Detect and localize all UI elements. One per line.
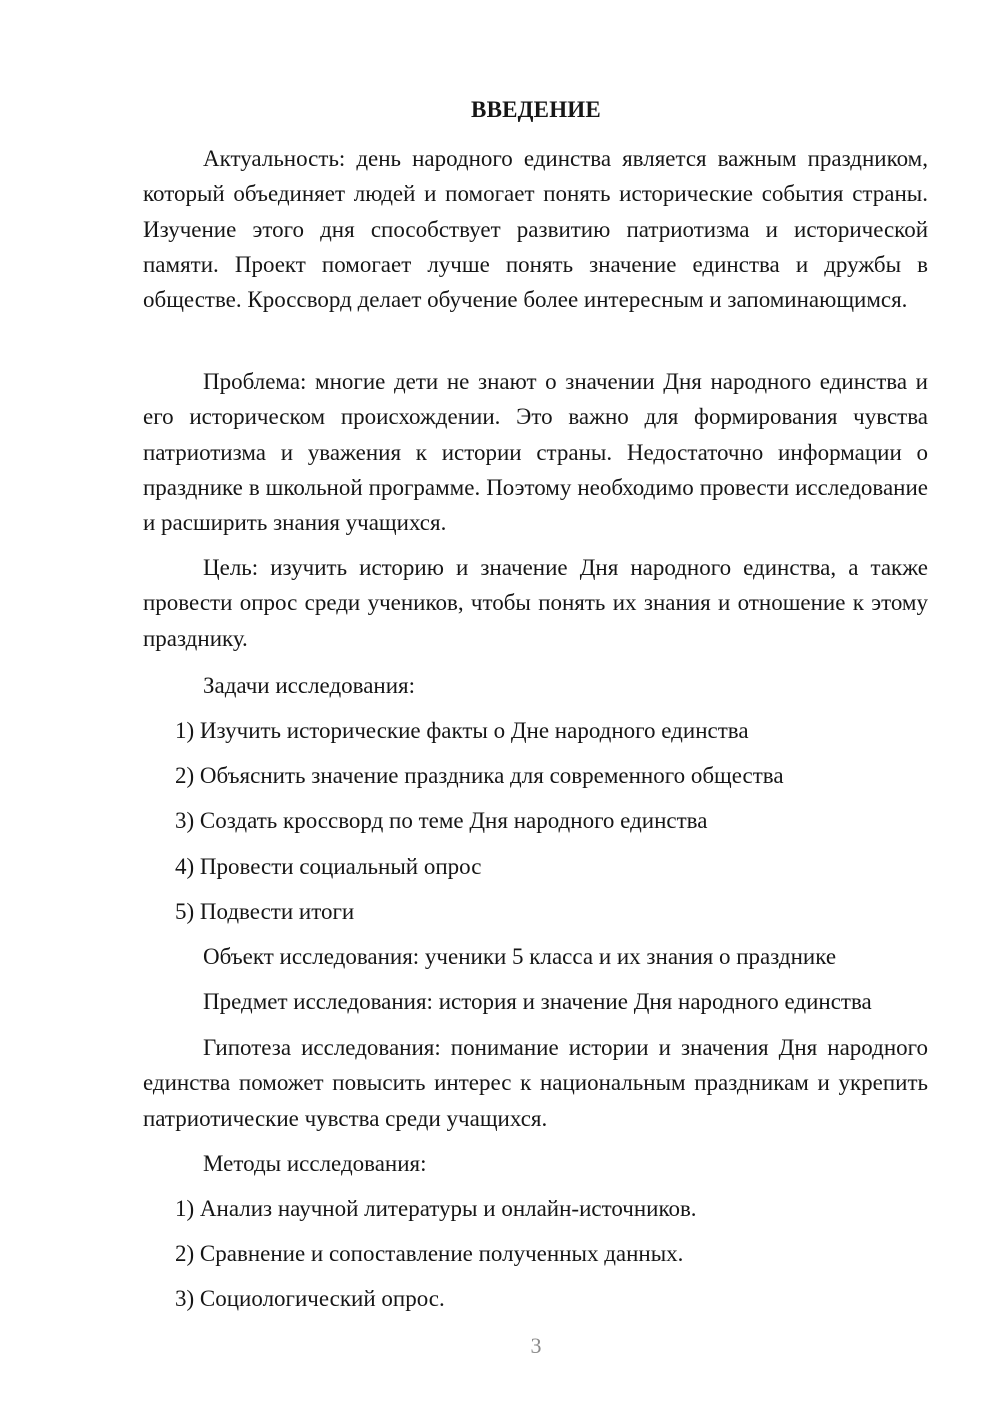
method-item: 3) Социологический опрос. xyxy=(175,1286,445,1311)
page-number: 3 xyxy=(530,1333,542,1358)
paragraph-problem: Проблема: многие дети не знают о значении Дня народного единства и его историческом происхождении. Это важно для формирования чувства патриотизма и уважения к истории страны. Недостаточно информации о празднике в школьной программе. Поэтому необходимо провести исследование и расширить знания учащихся. xyxy=(143,369,928,536)
method-item: 1) Анализ научной литературы и онлайн-источников. xyxy=(175,1196,697,1221)
research-subject: Предмет исследования: история и значение Дня народного единства xyxy=(203,989,872,1014)
method-item: 2) Сравнение и сопоставление полученных данных. xyxy=(175,1241,684,1266)
paragraph-relevance: Актуальность: день народного единства является важным праздником, который объединяет людей и помогает понять исторические события страны. Изучение этого дня способствует развитию патриотизма и исторической памяти. Проект помогает лучше понять значение единства и дружбы в обществе. Кроссворд делает обучение более интересным и запоминающимся. xyxy=(143,146,928,313)
task-item: 3) Создать кроссворд по теме Дня народного единства xyxy=(175,808,708,833)
section-title: ВВЕДЕНИЕ xyxy=(471,97,601,122)
task-item: 2) Объяснить значение праздника для современного общества xyxy=(175,763,784,788)
methods-heading: Методы исследования: xyxy=(203,1151,427,1176)
research-object: Объект исследования: ученики 5 класса и их знания о празднике xyxy=(203,944,837,969)
paragraph-hypothesis: Гипотеза исследования: понимание истории и значения Дня народного единства поможет повысить интерес к национальным праздникам и укрепить патриотические чувства среди учащихся. xyxy=(143,1035,928,1131)
task-item: 5) Подвести итоги xyxy=(175,899,355,924)
task-item: 4) Провести социальный опрос xyxy=(175,854,482,879)
paragraph-goal: Цель: изучить историю и значение Дня народного единства, а также провести опрос среди учеников, чтобы понять их знания и отношение к этому празднику. xyxy=(143,555,928,651)
task-item: 1) Изучить исторические факты о Дне народного единства xyxy=(175,718,749,743)
tasks-heading: Задачи исследования: xyxy=(203,673,416,698)
